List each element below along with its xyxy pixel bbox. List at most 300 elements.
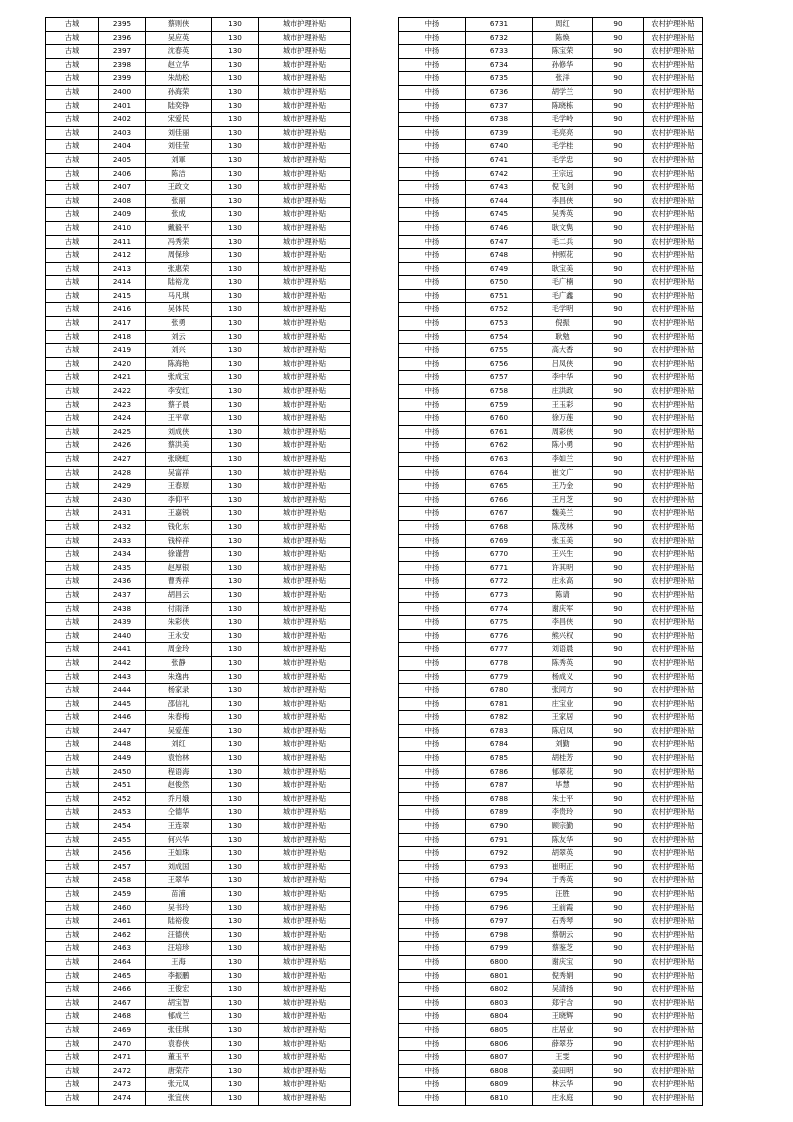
cell-town: 古城	[46, 983, 99, 997]
cell-town: 中扬	[399, 507, 466, 521]
cell-name: 徐谨营	[146, 548, 212, 562]
cell-town: 古城	[46, 670, 99, 684]
cell-subsidy-type: 农村护理补贴	[644, 779, 703, 793]
cell-serial-number: 2440	[99, 629, 146, 643]
cell-town: 中扬	[399, 1064, 466, 1078]
cell-town: 古城	[46, 45, 99, 59]
cell-serial-number: 6746	[466, 221, 533, 235]
cell-serial-number: 6776	[466, 629, 533, 643]
cell-serial-number: 6772	[466, 575, 533, 589]
cell-amount: 90	[593, 1051, 644, 1065]
table-row	[46, 616, 351, 630]
cell-serial-number: 6744	[466, 194, 533, 208]
cell-name: 吕凤侠	[533, 357, 593, 371]
cell-town: 古城	[46, 357, 99, 371]
cell-serial-number: 2449	[99, 752, 146, 766]
cell-subsidy-type: 城市护理补贴	[259, 752, 351, 766]
table-row	[399, 480, 703, 494]
cell-town: 中扬	[399, 792, 466, 806]
cell-serial-number: 6741	[466, 153, 533, 167]
cell-name: 王春原	[146, 480, 212, 494]
cell-subsidy-type: 农村护理补贴	[644, 357, 703, 371]
cell-subsidy-type: 城市护理补贴	[259, 996, 351, 1010]
cell-name: 王前霞	[533, 901, 593, 915]
cell-name: 郁翠花	[533, 765, 593, 779]
cell-subsidy-type: 城市护理补贴	[259, 915, 351, 929]
cell-serial-number: 2413	[99, 262, 146, 276]
table-row	[399, 113, 703, 127]
table-row	[46, 738, 351, 752]
cell-serial-number: 2423	[99, 398, 146, 412]
cell-serial-number: 6807	[466, 1051, 533, 1065]
cell-subsidy-type: 农村护理补贴	[644, 276, 703, 290]
cell-name: 耿文隽	[533, 221, 593, 235]
cell-name: 仝德华	[146, 806, 212, 820]
cell-amount: 90	[593, 85, 644, 99]
cell-amount: 90	[593, 303, 644, 317]
cell-town: 中扬	[399, 575, 466, 589]
table-row	[46, 1078, 351, 1092]
cell-name: 张晓虹	[146, 453, 212, 467]
cell-town: 中扬	[399, 860, 466, 874]
cell-name: 赵俊然	[146, 779, 212, 793]
table-row	[399, 752, 703, 766]
cell-subsidy-type: 农村护理补贴	[644, 31, 703, 45]
table-row	[46, 235, 351, 249]
cell-amount: 90	[593, 208, 644, 222]
table-row	[399, 616, 703, 630]
cell-name: 陆裕俊	[146, 915, 212, 929]
cell-serial-number: 2417	[99, 317, 146, 331]
table-row	[46, 915, 351, 929]
cell-amount: 130	[212, 262, 259, 276]
cell-subsidy-type: 农村护理补贴	[644, 1023, 703, 1037]
table-row	[46, 194, 351, 208]
cell-amount: 130	[212, 344, 259, 358]
cell-amount: 90	[593, 792, 644, 806]
cell-subsidy-type: 农村护理补贴	[644, 493, 703, 507]
cell-town: 中扬	[399, 344, 466, 358]
cell-subsidy-type: 城市护理补贴	[259, 262, 351, 276]
cell-subsidy-type: 农村护理补贴	[644, 1037, 703, 1051]
cell-subsidy-type: 城市护理补贴	[259, 616, 351, 630]
cell-subsidy-type: 农村护理补贴	[644, 928, 703, 942]
cell-serial-number: 2432	[99, 520, 146, 534]
cell-name: 毛学明	[533, 303, 593, 317]
cell-town: 中扬	[399, 99, 466, 113]
cell-town: 中扬	[399, 466, 466, 480]
cell-subsidy-type: 农村护理补贴	[644, 1051, 703, 1065]
cell-town: 中扬	[399, 167, 466, 181]
cell-name: 张丽	[146, 194, 212, 208]
cell-subsidy-type: 城市护理补贴	[259, 602, 351, 616]
cell-name: 邵信礼	[146, 697, 212, 711]
cell-name: 倪秀娟	[533, 969, 593, 983]
table-row	[46, 126, 351, 140]
cell-amount: 90	[593, 330, 644, 344]
table-row	[46, 684, 351, 698]
cell-subsidy-type: 城市护理补贴	[259, 453, 351, 467]
cell-town: 中扬	[399, 711, 466, 725]
cell-name: 赵立华	[146, 58, 212, 72]
cell-subsidy-type: 城市护理补贴	[259, 888, 351, 902]
table-row	[46, 629, 351, 643]
cell-serial-number: 6763	[466, 453, 533, 467]
cell-serial-number: 2399	[99, 72, 146, 86]
cell-town: 中扬	[399, 453, 466, 467]
cell-town: 古城	[46, 656, 99, 670]
table-row	[399, 344, 703, 358]
cell-subsidy-type: 城市护理补贴	[259, 31, 351, 45]
cell-name: 孙海荣	[146, 85, 212, 99]
cell-town: 古城	[46, 453, 99, 467]
cell-town: 中扬	[399, 955, 466, 969]
table-row	[46, 996, 351, 1010]
cell-name: 胡昌云	[146, 588, 212, 602]
cell-name: 李中华	[533, 371, 593, 385]
cell-name: 陆裕龙	[146, 276, 212, 290]
cell-serial-number: 2472	[99, 1064, 146, 1078]
cell-subsidy-type: 城市护理补贴	[259, 480, 351, 494]
cell-town: 中扬	[399, 493, 466, 507]
cell-name: 刘云	[146, 330, 212, 344]
cell-name: 毛学忠	[533, 153, 593, 167]
cell-name: 王兴生	[533, 548, 593, 562]
cell-name: 于秀英	[533, 874, 593, 888]
table-row	[399, 31, 703, 45]
cell-serial-number: 6797	[466, 915, 533, 929]
table-row	[46, 969, 351, 983]
table-row	[46, 901, 351, 915]
cell-town: 中扬	[399, 806, 466, 820]
cell-name: 张静	[146, 656, 212, 670]
cell-town: 古城	[46, 901, 99, 915]
cell-name: 毛广鑫	[533, 289, 593, 303]
cell-name: 刘勤	[533, 738, 593, 752]
cell-amount: 130	[212, 113, 259, 127]
cell-name: 石秀琴	[533, 915, 593, 929]
cell-amount: 130	[212, 181, 259, 195]
table-row	[46, 942, 351, 956]
table-row	[46, 31, 351, 45]
cell-subsidy-type: 农村护理补贴	[644, 466, 703, 480]
cell-amount: 130	[212, 874, 259, 888]
cell-amount: 130	[212, 439, 259, 453]
cell-amount: 130	[212, 765, 259, 779]
cell-subsidy-type: 城市护理补贴	[259, 167, 351, 181]
cell-amount: 90	[593, 1037, 644, 1051]
cell-amount: 90	[593, 72, 644, 86]
cell-amount: 90	[593, 344, 644, 358]
cell-subsidy-type: 城市护理补贴	[259, 588, 351, 602]
cell-serial-number: 6732	[466, 31, 533, 45]
cell-name: 王嘉锐	[146, 507, 212, 521]
cell-amount: 130	[212, 1037, 259, 1051]
cell-name: 吴秀英	[533, 208, 593, 222]
cell-serial-number: 2442	[99, 656, 146, 670]
cell-amount: 130	[212, 983, 259, 997]
cell-town: 古城	[46, 466, 99, 480]
cell-serial-number: 2403	[99, 126, 146, 140]
cell-subsidy-type: 城市护理补贴	[259, 194, 351, 208]
cell-subsidy-type: 农村护理补贴	[644, 45, 703, 59]
table-row	[46, 983, 351, 997]
cell-name: 崔文广	[533, 466, 593, 480]
cell-town: 古城	[46, 262, 99, 276]
cell-town: 中扬	[399, 820, 466, 834]
cell-amount: 90	[593, 167, 644, 181]
cell-subsidy-type: 城市护理补贴	[259, 1078, 351, 1092]
cell-serial-number: 2418	[99, 330, 146, 344]
cell-amount: 130	[212, 31, 259, 45]
cell-serial-number: 6790	[466, 820, 533, 834]
cell-subsidy-type: 农村护理补贴	[644, 833, 703, 847]
cell-subsidy-type: 农村护理补贴	[644, 983, 703, 997]
cell-subsidy-type: 城市护理补贴	[259, 928, 351, 942]
cell-town: 古城	[46, 1037, 99, 1051]
cell-amount: 90	[593, 820, 644, 834]
cell-town: 中扬	[399, 888, 466, 902]
cell-subsidy-type: 农村护理补贴	[644, 670, 703, 684]
cell-serial-number: 6738	[466, 113, 533, 127]
cell-amount: 130	[212, 561, 259, 575]
cell-amount: 90	[593, 765, 644, 779]
cell-name: 冯秀荣	[146, 235, 212, 249]
cell-amount: 90	[593, 412, 644, 426]
cell-amount: 130	[212, 221, 259, 235]
cell-name: 朱士平	[533, 792, 593, 806]
cell-serial-number: 2471	[99, 1051, 146, 1065]
cell-subsidy-type: 城市护理补贴	[259, 235, 351, 249]
cell-serial-number: 2409	[99, 208, 146, 222]
cell-subsidy-type: 农村护理补贴	[644, 58, 703, 72]
cell-subsidy-type: 城市护理补贴	[259, 833, 351, 847]
cell-subsidy-type: 农村护理补贴	[644, 874, 703, 888]
cell-name: 毛学桂	[533, 140, 593, 154]
cell-name: 宋爱民	[146, 113, 212, 127]
cell-name: 陈洁	[146, 167, 212, 181]
cell-subsidy-type: 农村护理补贴	[644, 344, 703, 358]
table-row	[399, 820, 703, 834]
cell-serial-number: 6793	[466, 860, 533, 874]
cell-serial-number: 6743	[466, 181, 533, 195]
cell-name: 蔡则侠	[146, 18, 212, 32]
cell-amount: 90	[593, 955, 644, 969]
cell-name: 姜田明	[533, 1064, 593, 1078]
cell-serial-number: 6779	[466, 670, 533, 684]
cell-town: 古城	[46, 738, 99, 752]
cell-name: 吴富祥	[146, 466, 212, 480]
cell-town: 古城	[46, 72, 99, 86]
table-row	[399, 915, 703, 929]
cell-amount: 130	[212, 480, 259, 494]
table-row	[399, 942, 703, 956]
cell-serial-number: 2424	[99, 412, 146, 426]
cell-name: 周保珍	[146, 249, 212, 263]
cell-subsidy-type: 农村护理补贴	[644, 126, 703, 140]
cell-town: 古城	[46, 317, 99, 331]
cell-name: 毛广楠	[533, 276, 593, 290]
cell-amount: 90	[593, 181, 644, 195]
cell-amount: 90	[593, 779, 644, 793]
cell-name: 刘兴	[146, 344, 212, 358]
cell-subsidy-type: 城市护理补贴	[259, 534, 351, 548]
table-row	[399, 493, 703, 507]
cell-subsidy-type: 农村护理补贴	[644, 221, 703, 235]
cell-subsidy-type: 城市护理补贴	[259, 507, 351, 521]
cell-amount: 90	[593, 140, 644, 154]
cell-town: 中扬	[399, 1037, 466, 1051]
cell-name: 张元凤	[146, 1078, 212, 1092]
cell-serial-number: 6803	[466, 996, 533, 1010]
cell-name: 王俊宏	[146, 983, 212, 997]
cell-serial-number: 6805	[466, 1023, 533, 1037]
cell-name: 刘成国	[146, 860, 212, 874]
cell-town: 古城	[46, 58, 99, 72]
table-row	[399, 167, 703, 181]
cell-town: 古城	[46, 330, 99, 344]
cell-town: 中扬	[399, 534, 466, 548]
table-row	[46, 303, 351, 317]
cell-serial-number: 6773	[466, 588, 533, 602]
cell-subsidy-type: 农村护理补贴	[644, 303, 703, 317]
cell-subsidy-type: 农村护理补贴	[644, 1010, 703, 1024]
cell-subsidy-type: 农村护理补贴	[644, 711, 703, 725]
cell-amount: 130	[212, 493, 259, 507]
cell-serial-number: 2457	[99, 860, 146, 874]
table-row	[46, 806, 351, 820]
cell-serial-number: 2464	[99, 955, 146, 969]
cell-town: 古城	[46, 942, 99, 956]
cell-name: 王翠华	[146, 874, 212, 888]
cell-name: 刘佳莹	[146, 140, 212, 154]
cell-amount: 90	[593, 385, 644, 399]
table-row	[399, 629, 703, 643]
cell-amount: 130	[212, 208, 259, 222]
cell-subsidy-type: 城市护理补贴	[259, 629, 351, 643]
cell-town: 中扬	[399, 969, 466, 983]
table-row	[46, 140, 351, 154]
cell-subsidy-type: 农村护理补贴	[644, 942, 703, 956]
cell-name: 庄永庭	[533, 1091, 593, 1105]
cell-town: 中扬	[399, 126, 466, 140]
cell-town: 古城	[46, 425, 99, 439]
cell-town: 中扬	[399, 915, 466, 929]
cell-amount: 130	[212, 453, 259, 467]
cell-subsidy-type: 农村护理补贴	[644, 1078, 703, 1092]
cell-name: 庄居业	[533, 1023, 593, 1037]
cell-name: 陈小勇	[533, 439, 593, 453]
cell-subsidy-type: 农村护理补贴	[644, 901, 703, 915]
cell-subsidy-type: 城市护理补贴	[259, 1091, 351, 1105]
cell-serial-number: 2473	[99, 1078, 146, 1092]
cell-name: 李振鹏	[146, 969, 212, 983]
cell-name: 陆奕铮	[146, 99, 212, 113]
cell-serial-number: 2462	[99, 928, 146, 942]
table-row	[46, 113, 351, 127]
cell-serial-number: 6753	[466, 317, 533, 331]
cell-name: 耿宝美	[533, 262, 593, 276]
cell-name: 王海	[146, 955, 212, 969]
cell-serial-number: 6759	[466, 398, 533, 412]
cell-name: 庄宝业	[533, 697, 593, 711]
cell-town: 中扬	[399, 113, 466, 127]
cell-amount: 90	[593, 548, 644, 562]
cell-amount: 90	[593, 18, 644, 32]
cell-amount: 90	[593, 629, 644, 643]
table-row	[399, 249, 703, 263]
cell-serial-number: 2431	[99, 507, 146, 521]
cell-amount: 90	[593, 113, 644, 127]
cell-amount: 90	[593, 983, 644, 997]
cell-amount: 90	[593, 507, 644, 521]
table-row	[46, 330, 351, 344]
cell-name: 沈春英	[146, 45, 212, 59]
cell-amount: 130	[212, 588, 259, 602]
cell-serial-number: 2447	[99, 724, 146, 738]
cell-amount: 130	[212, 643, 259, 657]
cell-subsidy-type: 城市护理补贴	[259, 792, 351, 806]
cell-town: 古城	[46, 806, 99, 820]
table-row	[46, 425, 351, 439]
cell-amount: 130	[212, 140, 259, 154]
cell-town: 古城	[46, 575, 99, 589]
cell-name: 张成	[146, 208, 212, 222]
table-row	[399, 398, 703, 412]
cell-subsidy-type: 农村护理补贴	[644, 72, 703, 86]
cell-serial-number: 2468	[99, 1010, 146, 1024]
cell-serial-number: 2397	[99, 45, 146, 59]
cell-serial-number: 2435	[99, 561, 146, 575]
cell-town: 古城	[46, 385, 99, 399]
cell-amount: 130	[212, 1051, 259, 1065]
cell-name: 董玉平	[146, 1051, 212, 1065]
table-row	[46, 181, 351, 195]
cell-subsidy-type: 城市护理补贴	[259, 684, 351, 698]
cell-amount: 130	[212, 520, 259, 534]
cell-serial-number: 2467	[99, 996, 146, 1010]
cell-subsidy-type: 城市护理补贴	[259, 874, 351, 888]
table-row	[399, 357, 703, 371]
cell-town: 中扬	[399, 194, 466, 208]
cell-serial-number: 6758	[466, 385, 533, 399]
table-row	[46, 643, 351, 657]
cell-name: 胡桂芳	[533, 752, 593, 766]
table-row	[46, 276, 351, 290]
cell-subsidy-type: 城市护理补贴	[259, 330, 351, 344]
cell-serial-number: 2469	[99, 1023, 146, 1037]
cell-serial-number: 2401	[99, 99, 146, 113]
cell-amount: 90	[593, 99, 644, 113]
cell-name: 王平章	[146, 412, 212, 426]
table-row	[399, 711, 703, 725]
cell-subsidy-type: 农村护理补贴	[644, 684, 703, 698]
table-row	[399, 181, 703, 195]
cell-subsidy-type: 城市护理补贴	[259, 466, 351, 480]
cell-amount: 130	[212, 330, 259, 344]
cell-amount: 90	[593, 860, 644, 874]
cell-amount: 130	[212, 820, 259, 834]
cell-town: 古城	[46, 697, 99, 711]
cell-name: 周金玲	[146, 643, 212, 657]
cell-serial-number: 6798	[466, 928, 533, 942]
cell-amount: 130	[212, 575, 259, 589]
table-row	[399, 507, 703, 521]
cell-serial-number: 2415	[99, 289, 146, 303]
cell-subsidy-type: 城市护理补贴	[259, 425, 351, 439]
cell-name: 陈友华	[533, 833, 593, 847]
cell-subsidy-type: 农村护理补贴	[644, 656, 703, 670]
